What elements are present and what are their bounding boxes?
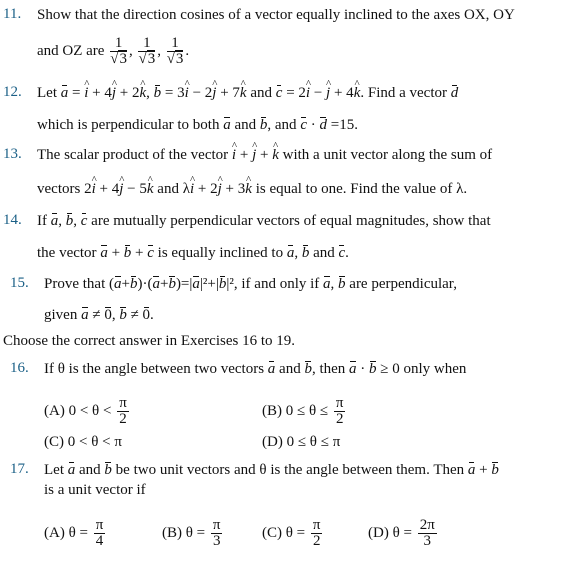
q17-line2: is a unit vector if [44,482,146,498]
q13-line2: vectors 2i ^ + 4j ^ − 5k ^ and λi ^ + 2j ^ + 3k ^ is equal to one. Find the value of λ. [37,180,467,198]
question-number-15: 15. [10,275,29,291]
q16-line1: If θ is the angle between two vectors a and b, then a · b ≥ 0 only when [44,361,467,377]
question-number-11: 11. [3,6,22,22]
fraction-1: $\frac{1}{√3}$ [110,35,127,67]
q11-line1: Show that the direction cosines of a vector equally inclined to the axes OX, OY [37,7,515,23]
q12-line2: which is perpendicular to both a and b, and c · d =15. [37,117,358,133]
question-number-13: 13. [3,146,22,162]
q12-line1: Let a = i ^ + 4j ^ + 2k ^, b = 3i ^ − 2j ^ + 7k ^ and c = 2i ^ − j ^ + 4k ^. Find a vector d [37,84,458,102]
q14-line1: If a, b, c are mutually perpendicular vectors of equal magnitudes, show that [37,213,491,229]
q14-line2: the vector a + b + c is equally inclined to a, b and c. [37,245,349,261]
q16-option-b: (B) 0 ≤ θ ≤ $\frac{\pi}{2}$ [262,395,344,427]
question-number-12: 12. [3,84,22,100]
question-number-17: 17. [10,461,29,477]
question-number-14: 14. [3,212,22,228]
q17-option-d: (D) θ = $\frac{2\pi}{3}$ [368,517,435,549]
q17-line1: Let a and b be two unit vectors and θ is the angle between them. Then a + b [44,462,499,478]
exercise-instruction: Choose the correct answer in Exercises 16 to 19. [3,333,295,349]
fraction-2: $\frac{1}{√3}$ [138,35,156,67]
q15-line1: Prove that (a+b)·(a+b)=|a|²+|b|², if and only if a, b are perpendicular, [44,276,457,292]
q17-option-a: (A) θ = $\frac{\pi}{4}$ [44,517,104,549]
q17-option-c: (C) θ = $\frac{\pi}{2}$ [262,517,321,549]
q16-option-c: (C) 0 < θ < π [44,434,122,450]
q11-line2: and OZ are $\frac{1}{√3}$ , $\frac{1}{√3}$ , $\frac{1}{√3}$ . [37,35,190,67]
q15-line2: given a ≠ 0, b ≠ 0. [44,307,154,323]
q13-line1: The scalar product of the vector i ^ + j ^ + k ^ with a unit vector along the sum of [37,146,492,164]
q16-option-a: (A) 0 < θ < $\frac{\pi}{2}$ [44,395,127,427]
fraction-3: $\frac{1}{√3}$ [166,35,184,67]
question-number-16: 16. [10,360,29,376]
q17-option-b: (B) θ = $\frac{\pi}{3}$ [162,517,221,549]
q16-option-d: (D) 0 ≤ θ ≤ π [262,434,341,450]
